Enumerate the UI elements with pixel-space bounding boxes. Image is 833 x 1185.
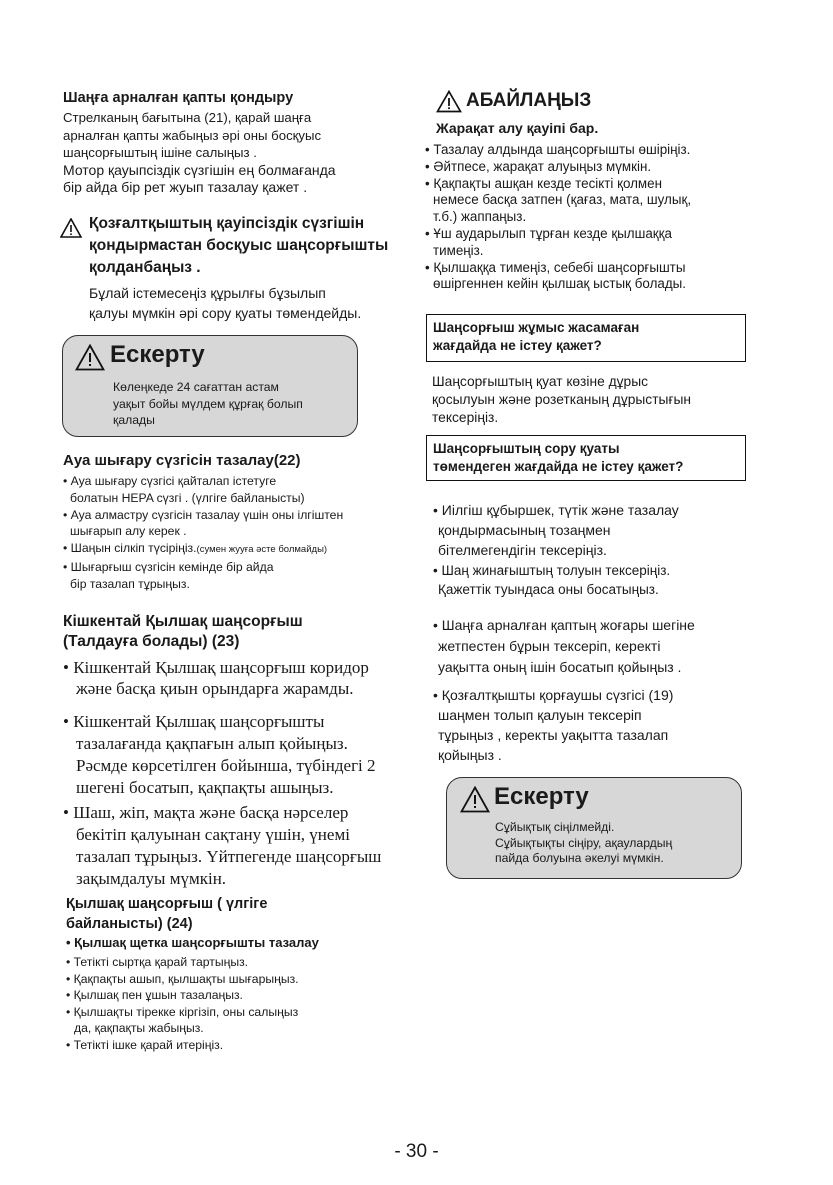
attention-subtitle: Жарақат алу қауіпі бар. — [436, 120, 599, 136]
mini-bullet-2: • Кішкентай Қылшақ шаңсорғышты тазалағанда қақпағын алып қойыңыз. Рəсмде көрсетілген бойынша, түбіндегі 2 шегені босатып, қақпақты ашыңыз. — [63, 712, 376, 797]
exhaust-title: Ауа шығару сүзгісін тазалау(22) — [63, 452, 301, 469]
warning-title-1: Ескерту — [110, 341, 205, 368]
mini-bullet-1: • Кішкентай Қылшақ шаңсорғыш коридор жəне басқа қиын орындарға жарамды. — [63, 658, 369, 698]
warning-triangle-icon — [75, 344, 105, 376]
question-1: Шаңсорғыш жұмыс жасамаған жағдайда не істеу қажет? — [433, 320, 640, 353]
suction-bullet-3: • Шаңға арналған қаптың жоғары шегіне жетпестен бұрын тексеріп, керекті уақытта оның ішін босатып қойыңыз . — [433, 617, 695, 675]
page-number: - 30 - — [394, 1141, 439, 1162]
warning-text-1: Көлеңкеде 24 сағаттан астам уақыт бойы мүлдем құрғақ болып қалады — [113, 380, 303, 427]
mini-title: Кішкентай Қылшақ шаңсорғыш (Талдауға болады) (23) — [63, 613, 303, 650]
brush-list: • Тетікті сыртқа қарай тартыңыз. • Қақпақты ашып, қылшақты шығарыңыз. • Қылшақ пен ұшын тазалаңыз. • Қылшақты тірекке кіргізіп, оны салыңыз да, қақпақты жабыңыз. • Тетікті ішке қарай итеріңіз. — [66, 955, 299, 1052]
warning-title-2: Ескерту — [494, 783, 589, 810]
attention-list: • Тазалау алдында шаңсорғышты өшіріңіз. • Әйтпесе, жарақат алуыңыз мүмкін. • Қақпақты ашқан кезде тесікті қолмен немесе басқа затпен (қағаз, мата, шулық, т.б.) жаппаңыз. • Ұш аударылып тұрған кезде қылшаққа тимеңіз. • Қылшаққа тимеңіз, себебі шаңсорғышты өшіргеннен кейін қылшақ ыстық болады. — [425, 142, 692, 292]
exhaust-list: • Ауа шығару сүзгісі қайталап істетуге болатын HEPA сүзгі . (үлгіге байланысты) • Ауа алмастру сүзгісін тазалау үшін оны ілгіштен шығарып алу керек . • Шаңын сілкіп түсіріңіз.(сумен жууға әсте болмайды) • Шығарғыш сүзгісін кемінде бір айда бір тазалап тұрыңыз. — [63, 474, 344, 591]
question-box-2 — [426, 435, 746, 481]
brush-subhead: • Қылшақ щетка шаңсорғышты тазалау — [66, 935, 319, 950]
suction-bullet-4: • Қозғалтқышты қорғаушы сүзгісі (19) шаңмен толып қалуын тексеріп тұрыңыз , керекты уақытта тазалап қойыңыз . — [433, 687, 674, 763]
caution-triangle-icon — [60, 218, 82, 243]
question-2: Шаңсорғыштың сору қуаты төмендеген жағдайда не істеу қажет? — [433, 441, 684, 474]
dust-cover-title: Шаңға арналған қапты қондыру — [63, 90, 294, 106]
caution-title: Қозғалтқыштың қауіпсіздік сүзгішін қондырмастан босқуыс шаңсорғышты қолданбаңыз . — [89, 215, 389, 276]
question-box-1 — [426, 314, 746, 362]
answer-1: Шаңсорғыштың қуат көзіне дұрыс қосылуын жəне розетканың дұрыстығын тексеріңіз. — [432, 374, 692, 425]
attention-title: АБАЙЛАҢЫЗ — [466, 90, 592, 111]
warning-triangle-icon — [460, 786, 490, 818]
suction-bullet-1: • Иілгіш құбыршек, түтік жəне тазалау қондырмасының тозаңмен бітелмегендігін тексеріңіз. — [433, 502, 679, 558]
warning-box-2 — [446, 777, 742, 879]
warning-text-2: Сұйықтық сіңілмейді. Сұйықтықты сіңіру, ақаулардың пайда болуына əкелуі мүмкін. — [495, 820, 673, 865]
dust-cover-text: Стрелканың бағытына (21), қарай шаңға арналған қапты жабыңыз әрі оны босқуыс шаңсорғыштың ішіне салыңыз . Мотор қауыпсіздік сүзгішін ең болмағанда бір айда бір рет жуып тазалау қажет . — [63, 110, 336, 195]
warning-box-1 — [62, 335, 358, 437]
mini-bullet-3: • Шаш, жіп, мақта жəне басқа нəрселер бекітіп қалуынан сақтану үшін, үнемі тазалап тұрыңыз. Үйтпегенде шаңсорғыш зақымдалуы мүмкін. — [63, 803, 382, 888]
brush-title: Қылшақ шаңсорғыш ( үлгіге байланысты) (24) — [66, 896, 268, 932]
attention-triangle-icon — [436, 90, 462, 118]
caution-body: Бұлай істемесеңіз құрылғы бұзылып қалуы мүмкін әрі сору қуаты төмендейды. — [89, 285, 362, 321]
suction-bullet-2: • Шаң жинағыштың толуын тексеріңіз. Қажеттік туындаса оны босатыңыз. — [433, 563, 671, 597]
